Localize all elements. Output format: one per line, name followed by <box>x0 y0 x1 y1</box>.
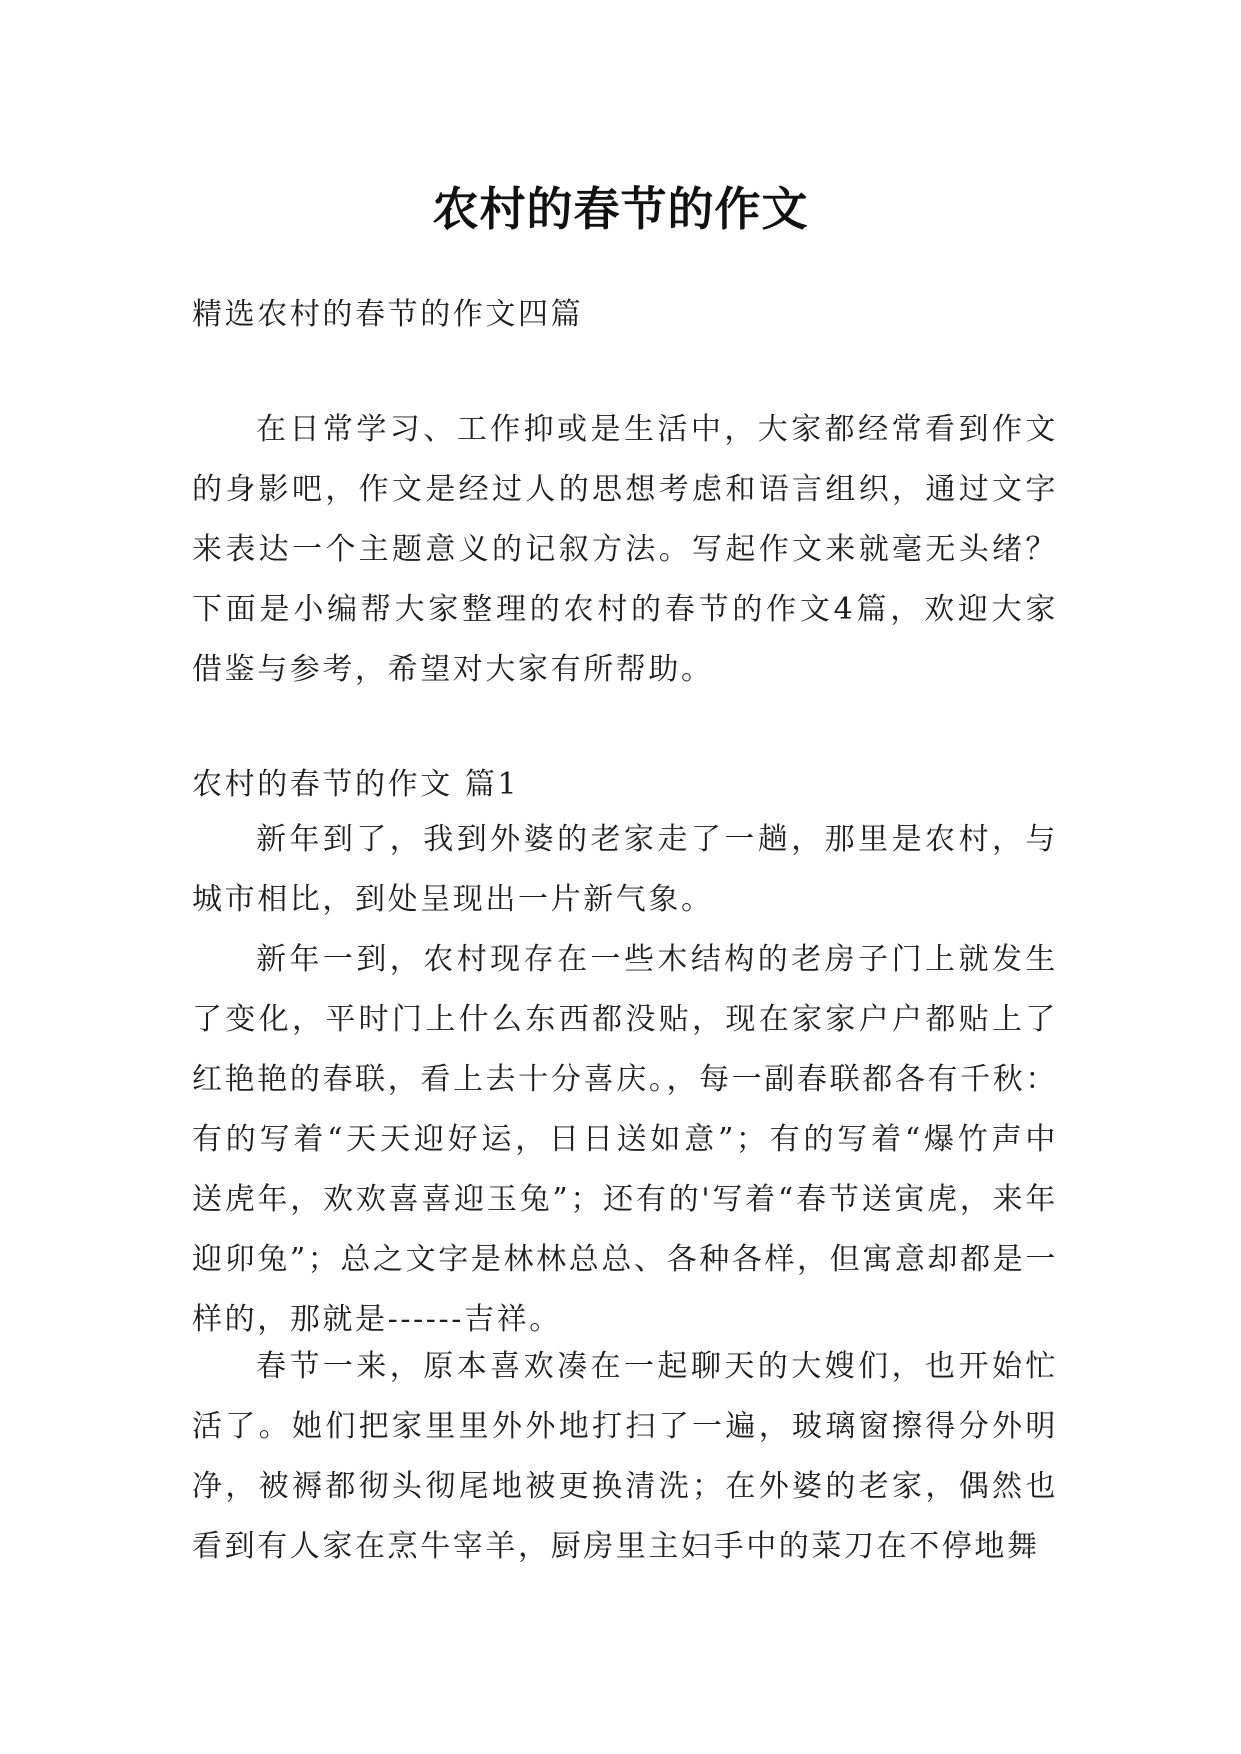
document-subtitle: 精选农村的春节的作文四篇 <box>192 297 584 332</box>
intro-paragraph: 在日常学习、工作抑或是生活中，大家都经常看到作文的身影吧，作文是经过人的思想考虑和语言组织，通过文字来表达一个主题意义的记叙方法。写起作文来就毫无头绪？下面是小编帮大家整理的农村的春节的作文4篇，欢迎大家借鉴与参考，希望对大家有所帮助。 <box>192 412 1058 687</box>
body-paragraph-2: 新年一到，农村现存在一些木结构的老房子门上就发生了变化，平时门上什么东西都没贴，现在家家户户都贴上了红艳艳的春联，看上去十分喜庆。，每一副春联都各有千秋：有的写着“天天迎好运，日日送如意”；有的写着“爆竹声中送虎年，欢欢喜喜迎玉兔”；还有的'写着“春节送寅虎，来年迎卯兔”；总之文字是林林总总、各种各样，但寓意却都是一样的，那就是------吉祥。 <box>192 942 1058 1337</box>
document-title: 农村的春节的作文 <box>432 181 809 236</box>
body-paragraph-1: 新年到了，我到外婆的老家走了一趟，那里是农村，与城市相比，到处呈现出一片新气象。 <box>192 822 1058 917</box>
section-heading: 农村的春节的作文 篇1 <box>192 767 520 802</box>
body-paragraph-3: 春节一来，原本喜欢凑在一起聊天的大嫂们，也开始忙活了。她们把家里里外外地打扫了一遍，玻璃窗擦得分外明净，被褥都彻头彻尾地被更换清洗；在外婆的老家，偶然也看到有人家在烹牛宰羊，厨房里主妇手中的菜刀在不停地舞 <box>192 1349 1058 1564</box>
